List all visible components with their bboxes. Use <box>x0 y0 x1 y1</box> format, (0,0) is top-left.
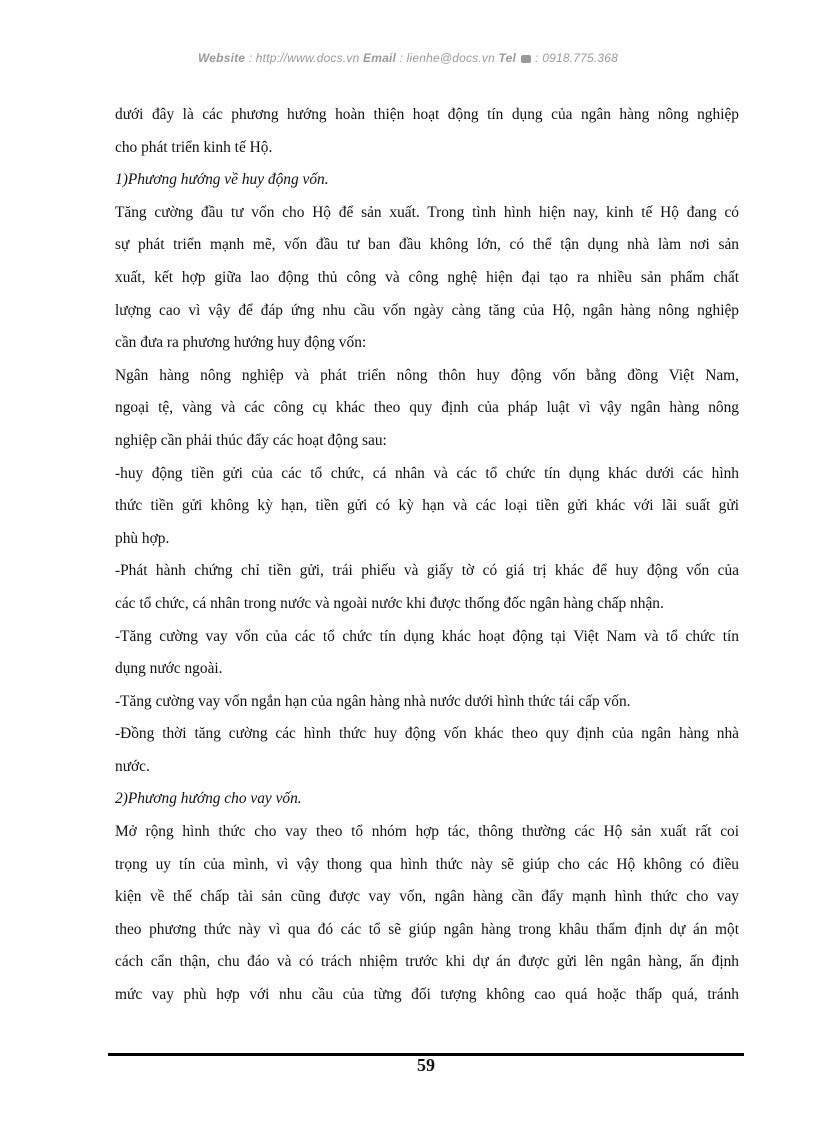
text-line: dưới đây là các phương hướng hoàn thiện hoạt động tín dụng của ngân hàng nông nghiệp <box>115 106 739 123</box>
email-value: : lienhe@docs.vn <box>399 51 495 65</box>
tel-value: : 0918.775.368 <box>535 51 619 65</box>
text-line: Ngân hàng nông nghiệp và phát triển nông thôn huy động vốn bằng đồng Việt Nam, <box>115 366 739 384</box>
text-line: cách cẩn thận, chu đáo và có trách nhiệm trước khi dự án được gửi lên ngân hàng, ấn định <box>115 953 739 971</box>
website-value: : http://www.docs.vn <box>248 51 360 65</box>
text-line: sự phát triển mạnh mẽ, vốn đầu tư ban đầu không lớn, có thể tận dụng nhà làm nơi sản <box>115 236 739 254</box>
text-line: các tổ chức, cá nhân trong nước và ngoài nước khi được thống đốc ngân hàng chấp nhận. <box>115 594 664 612</box>
text-line: Mở rộng hình thức cho vay theo tổ nhóm hợp tác, thông thường các Hộ sản xuất rất coi <box>115 823 739 841</box>
text-line: nghiệp cần phải thúc đẩy các hoạt động sau: <box>115 431 387 449</box>
page-header <box>0 51 816 65</box>
text-line: thức tiền gửi không kỳ hạn, tiền gửi có kỳ hạn và các loại tiền gửi khác với lãi suất gửi <box>115 497 739 515</box>
text-line: kiện về thế chấp tài sản cũng được vay vốn, ngân hàng cần đẩy mạnh hình thức cho vay <box>115 888 739 906</box>
section-heading: 2)Phương hướng cho vay vốn. <box>115 790 302 808</box>
email-label: Email <box>363 51 397 65</box>
text-line: nước. <box>115 757 150 775</box>
tel-label: Tel <box>498 51 517 65</box>
text-line: -Tăng cường vay vốn của các tổ chức tín dụng khác hoạt động tại Việt Nam và tổ chức tín <box>115 627 739 645</box>
document-body <box>115 99 739 1012</box>
phone-icon <box>521 55 531 63</box>
text-line: xuất, kết hợp giữa lao động thủ công và công nghệ hiện đại tạo ra nhiều sản phẩm chất <box>115 268 739 286</box>
text-line: dụng nước ngoài. <box>115 660 223 678</box>
text-line: mức vay phù hợp với nhu cầu của từng đối tượng không cao quá hoặc thấp quá, tránh <box>115 986 739 1004</box>
text-line: phù hợp. <box>115 529 170 547</box>
text-line: cần đưa ra phương hướng huy động vốn: <box>115 334 367 352</box>
text-line: cho phát triển kinh tế Hộ. <box>115 138 273 156</box>
text-line: theo phương thức này vì qua đó các tổ sẽ giúp ngân hàng trong khâu thẩm định dự án một <box>115 920 739 938</box>
text-line: trọng uy tín của mình, vì vậy thong qua hình thức này sẽ giúp cho các Hộ không có điều <box>115 855 739 873</box>
section-heading: 1)Phương hướng về huy động vốn. <box>115 171 329 189</box>
website-label: Website <box>197 51 246 65</box>
text-line: ngoại tệ, vàng và các công cụ khác theo quy định của pháp luật vì vậy ngân hàng nông <box>115 399 739 417</box>
text-line: -Đồng thời tăng cường các hình thức huy động vốn khác theo quy định của ngân hàng nhà <box>115 725 739 743</box>
page-number: 59 <box>417 1055 435 1075</box>
text-line: -Phát hành chứng chỉ tiền gửi, trái phiếu và giấy tờ có giá trị khác để huy động vốn của <box>115 562 739 580</box>
text-line: lượng cao vì vậy để đáp ứng nhu cầu vốn ngày càng tăng của Hộ, ngân hàng nông nghiệp <box>115 301 739 319</box>
text-line: -huy động tiền gửi của các tổ chức, cá nhân và các tổ chức tín dụng khác dưới các hình <box>115 464 739 482</box>
text-line: Tăng cường đầu tư vốn cho Hộ để sản xuất. Trong tình hình hiện nay, kinh tế Hộ đang có <box>115 203 739 221</box>
text-line: -Tăng cường vay vốn ngắn hạn của ngân hàng nhà nước dưới hình thức tái cấp vốn. <box>115 692 631 710</box>
